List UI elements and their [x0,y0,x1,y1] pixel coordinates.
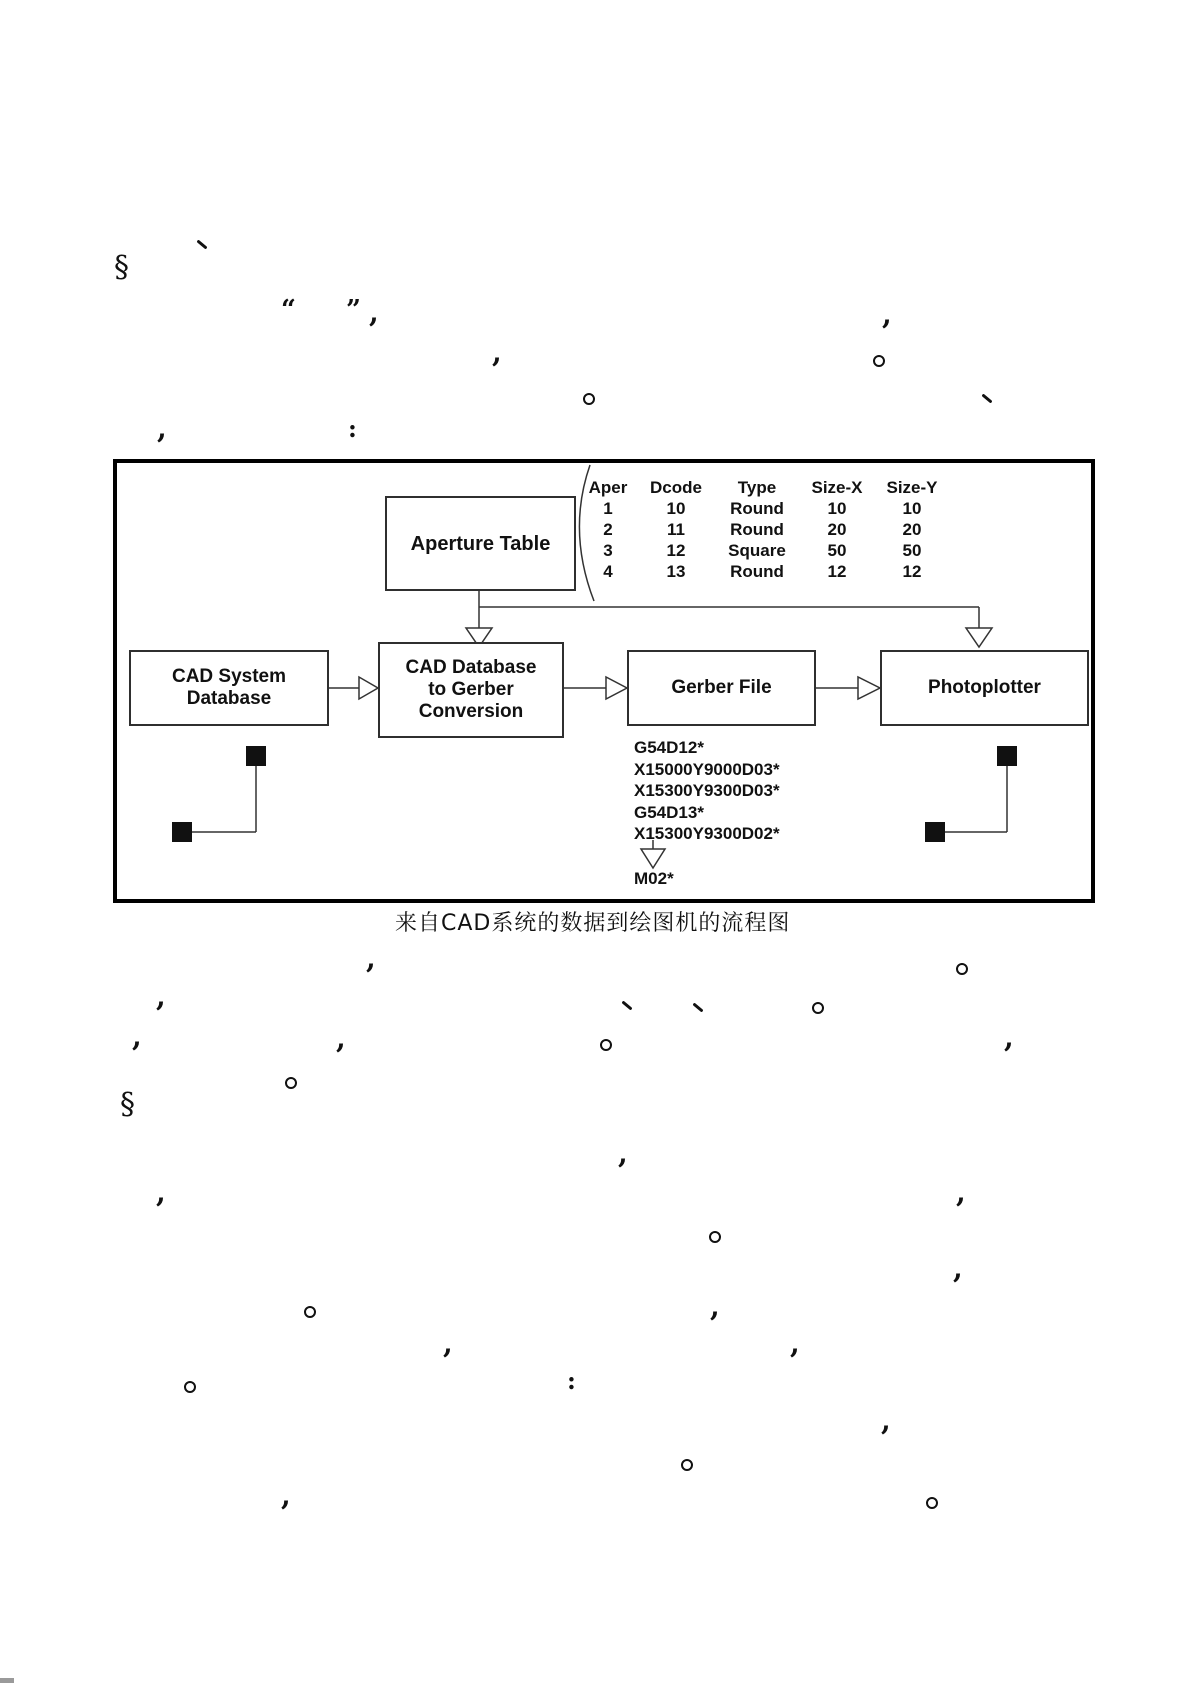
punctuation-mark [956,963,968,975]
down-arrow-icon [641,849,665,868]
gerber-code-listing [634,737,780,845]
figure-frame [113,459,1095,903]
punctuation-mark: § [120,1087,135,1122]
pad-trace-left [172,746,266,842]
aperture-table-cell: 10 [902,498,922,518]
punctuation-mark: , [790,1327,800,1360]
flow-box-label-line: Gerber File [671,677,772,698]
aperture-table-cell: Square [728,540,786,560]
gerber-code-line: G54D12* [634,738,704,757]
scan-artifact [0,1678,14,1683]
punctuation-mark [304,1306,316,1318]
col-header-type: Type [737,477,777,497]
flow-box-label-line: to Gerber [428,679,514,700]
punctuation-mark [981,393,992,403]
punctuation-mark: , [336,1022,346,1055]
flow-box-gerber-file [627,650,816,726]
punctuation-mark: : [348,414,357,443]
aperture-table-cell: 1 [603,498,613,518]
right-arrow-icon [359,677,378,699]
aperture-table-header-row [577,477,951,498]
flow-box-cad-system-database [129,650,329,726]
punctuation-mark: , [956,1176,966,1209]
col-header-size-x: Size-X [811,477,863,497]
aperture-table-cell: 4 [603,561,613,581]
col-header-aper: Aper [588,477,628,497]
punctuation-mark: ” [346,295,361,325]
punctuation-mark: , [492,336,502,369]
punctuation-mark [692,1002,703,1012]
punctuation-mark [873,355,885,367]
punctuation-mark [184,1381,196,1393]
aperture-table-cell: 12 [666,540,686,560]
punctuation-mark: , [132,1020,142,1053]
aperture-table-cell: 11 [667,519,685,539]
punctuation-mark: , [953,1252,963,1285]
aperture-table-row [577,519,951,540]
aperture-table-cell: 50 [827,540,847,560]
right-arrow-icon [606,677,627,699]
right-arrow-icon [858,677,880,699]
flow-box-label-line: Database [186,688,272,709]
flow-box-label-line: Photoplotter [928,677,1041,698]
punctuation-mark: , [618,1137,628,1170]
punctuation-mark: , [156,1176,166,1209]
aperture-table [577,477,951,582]
pad-trace-right [925,746,1017,842]
punctuation-mark [621,1000,632,1010]
aperture-table-row [577,498,951,519]
aperture-table-cell: Round [730,498,784,518]
punctuation-mark: , [881,1404,891,1437]
aperture-table-cell: 50 [902,540,922,560]
aperture-table-cell: Round [730,519,784,539]
flow-box-label-line: Conversion [418,701,524,722]
aperture-table-cell: 2 [603,519,613,539]
punctuation-mark: , [443,1327,453,1360]
gerber-code-line: X15000Y9000D03* [634,759,780,779]
aperture-table-row [577,561,951,582]
punctuation-mark [812,1002,824,1014]
col-header-size-y: Size-Y [886,477,938,497]
punctuation-mark [709,1231,721,1243]
punctuation-mark: “ [281,295,296,325]
punctuation-mark: , [710,1290,720,1323]
punctuation-mark [196,239,207,249]
col-header-dcode: Dcode [650,477,702,497]
aperture-table-cell: Round [730,561,784,581]
punctuation-mark [600,1039,612,1051]
aperture-table-cell: 20 [827,519,847,539]
aperture-table-box-label: Aperture Table [410,532,551,555]
flow-box-label-line: CAD Database [405,657,537,678]
gerber-code-line: G54D13* [634,802,704,822]
figure-caption: 来自CAD系统的数据到绘图机的流程图 [395,911,791,936]
aperture-table-cell: 12 [827,561,847,581]
gerber-end-label: M02* [634,869,674,888]
punctuation-mark: , [369,296,379,329]
aperture-table-cell: 12 [902,561,922,581]
punctuation-mark: , [156,980,166,1013]
punctuation-mark: , [882,298,892,331]
aperture-table-cell: 13 [666,561,686,581]
aperture-table-cell: 20 [902,519,922,539]
flow-box-cad-db-to-gerber-conversion [378,642,564,738]
aperture-table-box [385,496,576,591]
aperture-table-cell: 3 [603,540,613,560]
gerber-code-line: X15300Y9300D03* [634,781,780,800]
gerber-code-line: X15300Y9300D02* [634,824,780,843]
flow-box-label-line: CAD System [171,666,287,687]
punctuation-mark: , [281,1479,291,1512]
punctuation-mark: , [157,412,167,445]
punctuation-mark [583,393,595,405]
down-arrow-icon [966,628,992,647]
punctuation-mark [285,1077,297,1089]
punctuation-mark: , [366,942,376,975]
punctuation-mark: , [1004,1021,1014,1054]
aperture-table-row [577,540,951,561]
punctuation-mark [681,1459,693,1471]
aperture-table-cell: 10 [666,498,686,518]
punctuation-mark: : [567,1366,576,1395]
flow-box-photoplotter [880,650,1089,726]
punctuation-mark [926,1497,938,1509]
punctuation-mark: § [114,250,129,285]
aperture-table-cell: 10 [827,498,847,518]
